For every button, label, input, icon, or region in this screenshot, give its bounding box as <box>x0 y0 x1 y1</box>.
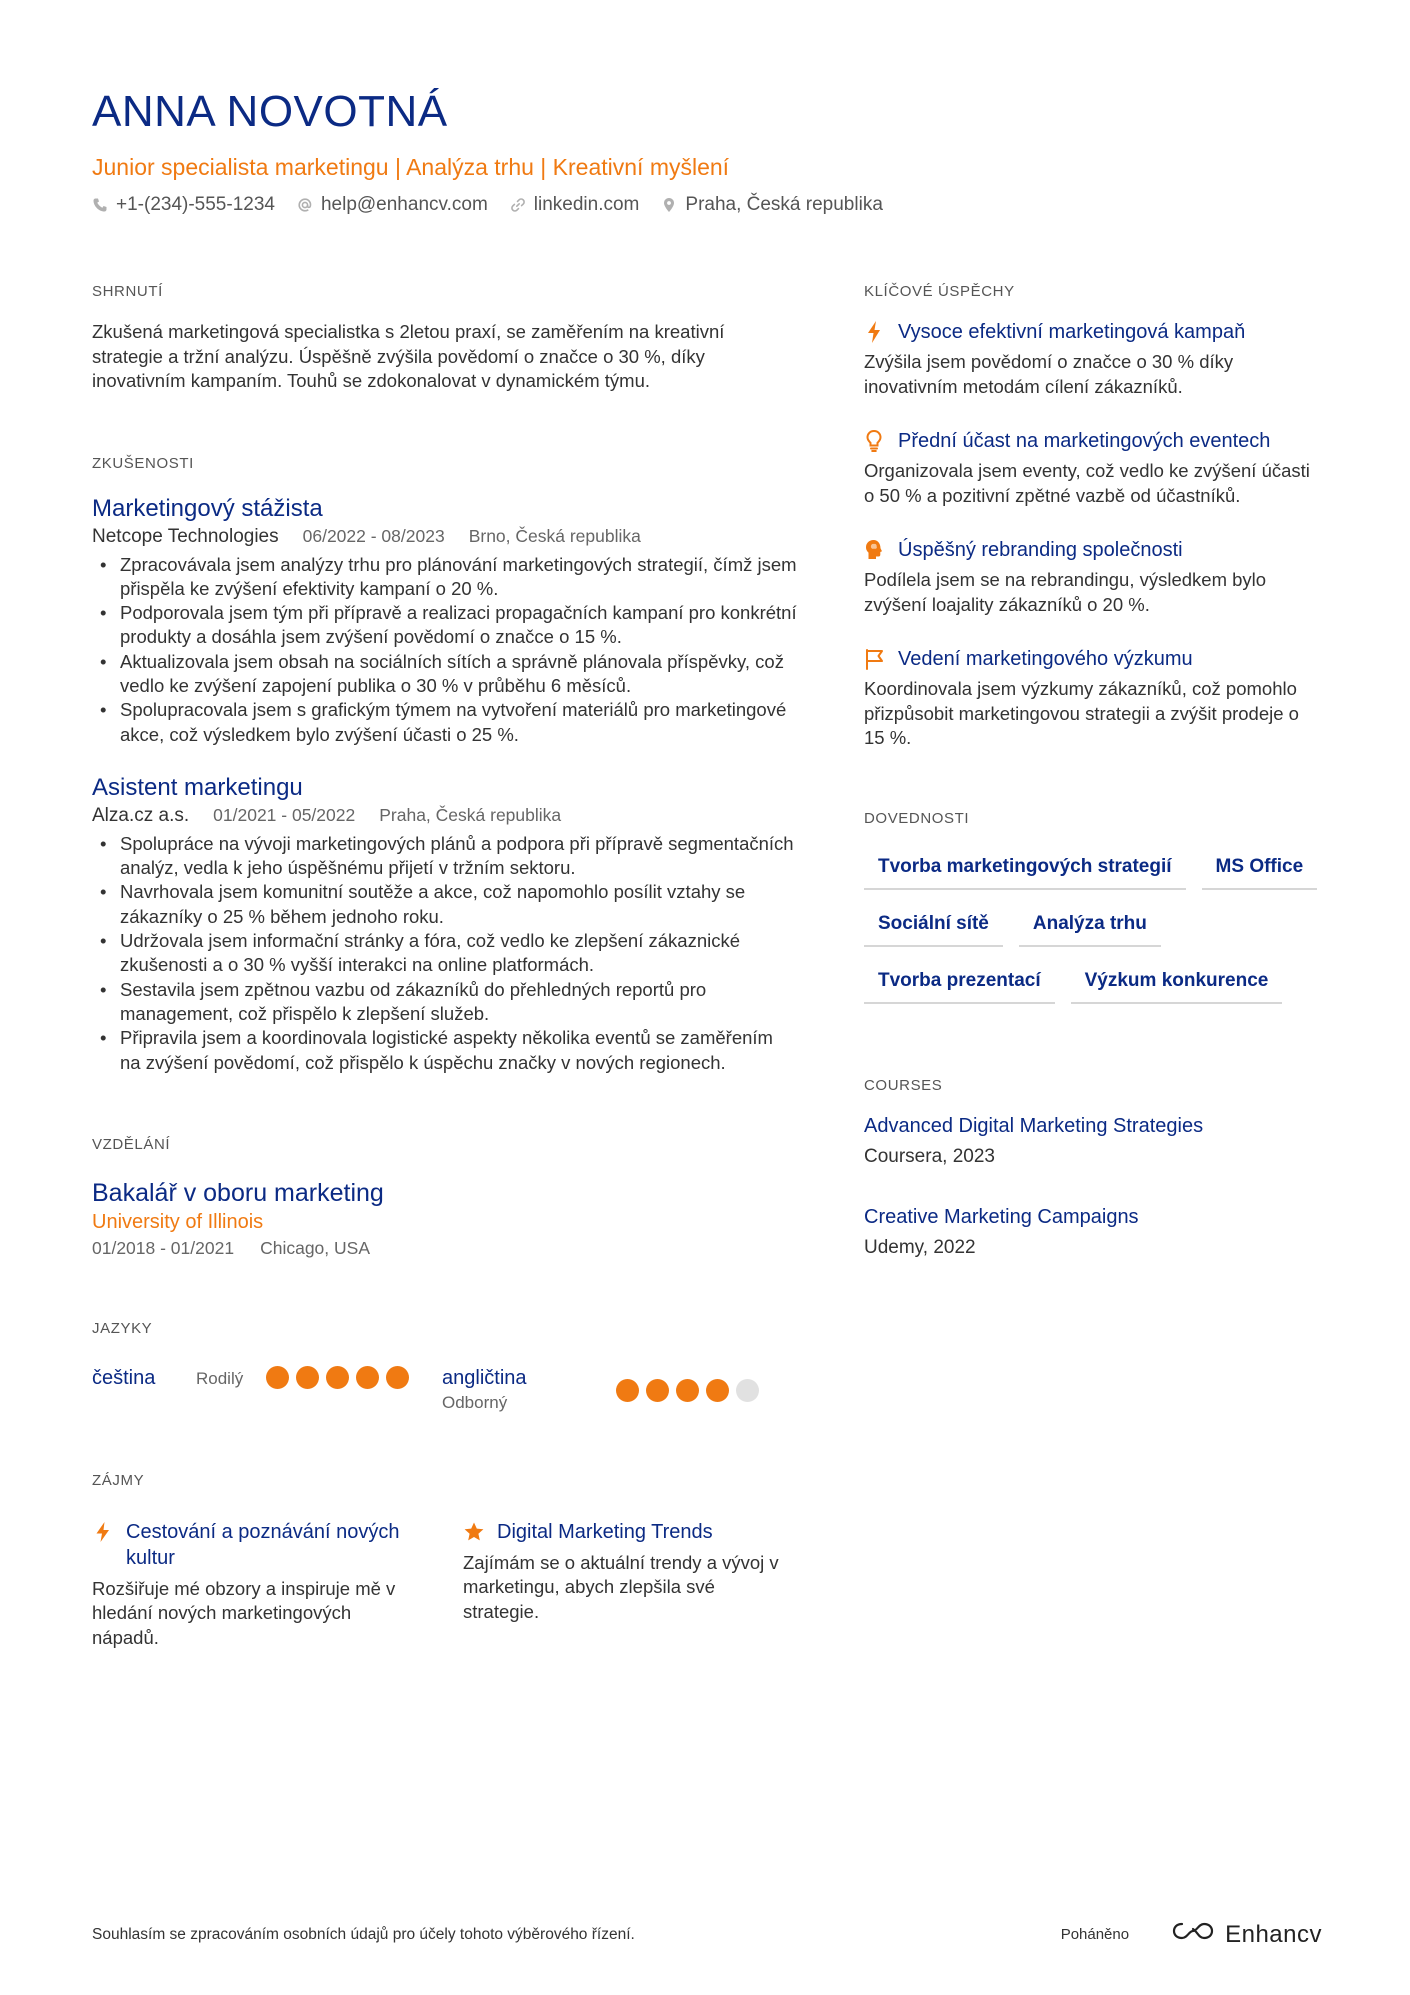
company-name: Alza.cz a.s. <box>92 804 190 826</box>
interests-title: ZÁJMY <box>92 1471 145 1489</box>
brand-name: Enhancv <box>1225 1920 1322 1948</box>
achievement-title: Vysoce efektivní marketingová kampaň <box>898 321 1246 343</box>
language-rating <box>266 1366 409 1415</box>
contact-location <box>661 192 883 218</box>
language-text <box>442 1365 616 1415</box>
language-name: čeština <box>92 1366 156 1389</box>
language-item <box>442 1365 792 1415</box>
bullet-item: • Aktualizovala jsem obsah na sociálních sítích a správně plánovala příspěvky, což vedlo ke zvýšení zapojení publika o 30 % v průběhu 6 měsíců. <box>92 650 797 699</box>
candidate-name: ANNA NOVOTNÁ <box>92 87 448 136</box>
job-title: Marketingový stážista <box>92 494 323 522</box>
rating-dot-filled <box>356 1366 379 1389</box>
job-dates: 01/2021 - 05/2022 <box>213 804 356 825</box>
achievements-title: KLÍČOVÉ ÚSPĚCHY <box>864 283 1015 300</box>
achievement-text: Organizovala jsem eventy, což vedlo ke zvýšení účasti o 50 % a pozitivní zpětné vazbě od účastníků. <box>864 460 1310 506</box>
contact-email[interactable] <box>297 192 488 218</box>
bullet-item: • Udržovala jsem informační stránky a fóra, což vedlo ke zlepšení zákaznické zkušenosti a o 30 % vyšší interakci na online platformách. <box>92 929 797 978</box>
star-icon <box>463 1521 485 1543</box>
experience-title: ZKUŠENOSTI <box>92 454 194 472</box>
degree-title: Bakalář v oboru marketing <box>92 1178 384 1207</box>
summary-section <box>92 282 792 394</box>
skill-tag: Tvorba prezentací <box>864 961 1055 1004</box>
achievement-head <box>864 645 1324 673</box>
achievement-item <box>864 645 1324 751</box>
courses-section <box>864 1076 1324 1262</box>
link-icon <box>510 197 526 213</box>
courses-title: COURSES <box>864 1076 943 1094</box>
job-meta <box>92 803 792 828</box>
bullet-item: • Zpracovávala jsem analýzy trhu pro plánování marketingových strategií, čímž jsem přispěla ke zvýšení efektivity kampaní o 20 %. <box>92 553 797 602</box>
contact-linkedin[interactable] <box>510 192 640 218</box>
experience-item <box>92 494 797 747</box>
summary-title: SHRNUTÍ <box>92 283 163 300</box>
achievement-text: Zvýšila jsem povědomí o značce o 30 % díky inovativním metodám cílení zákazníků. <box>864 351 1234 397</box>
course-provider: Udemy, 2022 <box>864 1236 976 1258</box>
achievement-item <box>864 318 1324 399</box>
company-name: Netcope Technologies <box>92 525 279 547</box>
interest-item <box>463 1519 788 1651</box>
course-provider: Coursera, 2023 <box>864 1145 995 1167</box>
languages-row <box>92 1365 792 1415</box>
course-item <box>864 1112 1324 1171</box>
course-title: Creative Marketing Campaigns <box>864 1205 1139 1228</box>
rating-dot-filled <box>326 1366 349 1389</box>
experience-section <box>92 454 797 1075</box>
consent-text: Souhlasím se zpracováním osobních údajů pro účely tohoto výběrového řízení. <box>92 1925 635 1943</box>
education-section <box>92 1135 792 1261</box>
interest-head <box>92 1519 417 1571</box>
rating-dot-filled <box>706 1379 729 1402</box>
skills-section <box>864 809 1324 1004</box>
infinity-logo-icon <box>1171 1920 1215 1949</box>
bullet-item: • Spolupráce na vývoji marketingových plánů a podpora při přípravě segmentačních analýz, vedla k jeho úspěšnému přijetí v tržním sektoru. <box>92 832 797 881</box>
footer <box>92 1920 1322 1949</box>
language-level: Odborný <box>442 1392 508 1412</box>
interest-head <box>463 1519 788 1545</box>
experience-item <box>92 773 792 1075</box>
left-column <box>92 282 797 1650</box>
rating-dot-filled <box>386 1366 409 1389</box>
job-meta <box>92 524 792 549</box>
achievement-head <box>864 318 1324 346</box>
location-text: Praha, Česká republika <box>685 194 883 215</box>
languages-section <box>92 1319 792 1415</box>
course-title: Advanced Digital Marketing Strategies <box>864 1114 1204 1137</box>
rating-dot-filled <box>676 1379 699 1402</box>
achievement-title: Úspěšný rebranding společnosti <box>898 539 1183 561</box>
achievement-head <box>864 536 1324 564</box>
brand-logo[interactable] <box>1171 1920 1322 1949</box>
powered-by-label: Poháněno <box>1060 1926 1130 1943</box>
skill-tag: Výzkum konkurence <box>1071 961 1283 1004</box>
rating-dot-filled <box>616 1379 639 1402</box>
school-name: University of Illinois <box>92 1210 264 1233</box>
education-meta <box>92 1235 792 1261</box>
achievement-text: Koordinovala jsem výzkumy zákazníků, což pomohlo přizpůsobit marketingovou strategii a zvýšit prodeje o 15 %. <box>864 678 1299 748</box>
skill-tag: Analýza trhu <box>1019 904 1161 947</box>
flag-icon <box>864 647 884 671</box>
achievement-item <box>864 536 1324 617</box>
email-text: help@enhancv.com <box>320 194 488 215</box>
bullet-item: • Podporovala jsem tým při přípravě a realizaci propagačních kampaní pro konkrétní produkty a dosáhla jsem zvýšení povědomí o značce o 15 %. <box>92 601 797 650</box>
linkedin-text: linkedin.com <box>533 194 640 215</box>
interest-item <box>92 1519 417 1651</box>
interests-section <box>92 1471 792 1651</box>
rating-dot-filled <box>296 1366 319 1389</box>
summary-text: Zkušená marketingová specialistka s 2letou praxí, se zaměřením na kreativní strategie a tržní analýzu. Úspěšně zvýšila povědomí o značce o 30 %, díky inovativním kampaním. Touhů se zdokonalovat v dynamickém týmu. <box>92 321 725 391</box>
at-icon <box>297 197 313 213</box>
bolt-icon <box>864 320 884 344</box>
job-bullets <box>92 832 797 1075</box>
interests-row <box>92 1519 792 1651</box>
education-title: VZDĚLÁNÍ <box>92 1135 171 1153</box>
rating-dot-filled <box>266 1366 289 1389</box>
phone-icon <box>92 197 108 213</box>
achievement-head <box>864 427 1324 455</box>
job-dates: 06/2022 - 08/2023 <box>302 525 445 546</box>
job-bullets <box>92 553 797 747</box>
skills-list <box>864 847 1324 1004</box>
location-pin-icon <box>661 197 677 213</box>
headline: Junior specialista marketingu | Analýza trhu | Kreativní myšlení <box>92 154 730 180</box>
skill-tag: MS Office <box>1202 847 1318 890</box>
bullet-item: • Připravila jsem a koordinovala logistické aspekty několika eventů se zaměřením na zvýšení povědomí, což přispělo k úspěchu značky v nových regionech. <box>92 1026 797 1075</box>
interest-text: Zajímám se o aktuální trendy a vývoj v marketingu, abych zlepšila své strategie. <box>463 1551 779 1622</box>
bullet-item: • Spolupracovala jsem s grafickým týmem na vytvoření materiálů pro marketingové akce, což výsledkem bylo zvýšení účasti o 25 %. <box>92 698 797 747</box>
bolt-icon <box>92 1521 114 1543</box>
achievements-section <box>864 282 1324 751</box>
languages-title: JAZYKY <box>92 1319 153 1337</box>
right-column <box>864 282 1324 1262</box>
achievement-text: Podílela jsem se na rebrandingu, výsledkem bylo zvýšení loajality zákazníků o 20 %. <box>864 569 1267 615</box>
contact-row <box>92 192 1322 218</box>
rating-dot-filled <box>646 1379 669 1402</box>
resume-header <box>92 84 1322 218</box>
education-location: Chicago, USA <box>260 1237 370 1258</box>
skills-title: DOVEDNOSTI <box>864 809 970 827</box>
lightbulb-icon <box>864 429 884 453</box>
brain-head-icon <box>864 538 884 562</box>
interest-title: Cestování a poznávání nových kultur <box>126 1520 400 1569</box>
job-location: Praha, Česká republika <box>379 804 562 825</box>
bullet-item: • Navrhovala jsem komunitní soutěže a akce, což napomohlo posílit vztahy se zákazníky o 25 % během jednoho roku. <box>92 880 797 929</box>
contact-phone <box>92 192 275 218</box>
phone-text: +1-(234)-555-1234 <box>116 194 275 215</box>
rating-dot-empty <box>736 1379 759 1402</box>
language-level: Rodilý <box>196 1368 244 1388</box>
interest-text: Rozšiřuje mé obzory a inspiruje mě v hledání nových marketingových nápadů. <box>92 1577 396 1648</box>
achievement-title: Přední účast na marketingových eventech <box>898 430 1271 452</box>
job-title: Asistent marketingu <box>92 773 303 801</box>
skill-tag: Tvorba marketingových strategií <box>864 847 1186 890</box>
bullet-item: • Sestavila jsem zpětnou vazbu od zákazníků do přehledných reportů pro management, což přispělo k zlepšení služeb. <box>92 978 797 1027</box>
job-location: Brno, Česká republika <box>468 525 641 546</box>
skill-tag: Sociální sítě <box>864 904 1003 947</box>
interest-title: Digital Marketing Trends <box>497 1520 713 1543</box>
achievement-title: Vedení marketingového výzkumu <box>898 648 1193 670</box>
achievement-item <box>864 427 1324 508</box>
language-name: angličtina <box>442 1366 527 1389</box>
course-item <box>864 1203 1324 1262</box>
education-dates: 01/2018 - 01/2021 <box>92 1237 235 1258</box>
language-item <box>92 1365 442 1415</box>
language-rating <box>616 1379 759 1415</box>
